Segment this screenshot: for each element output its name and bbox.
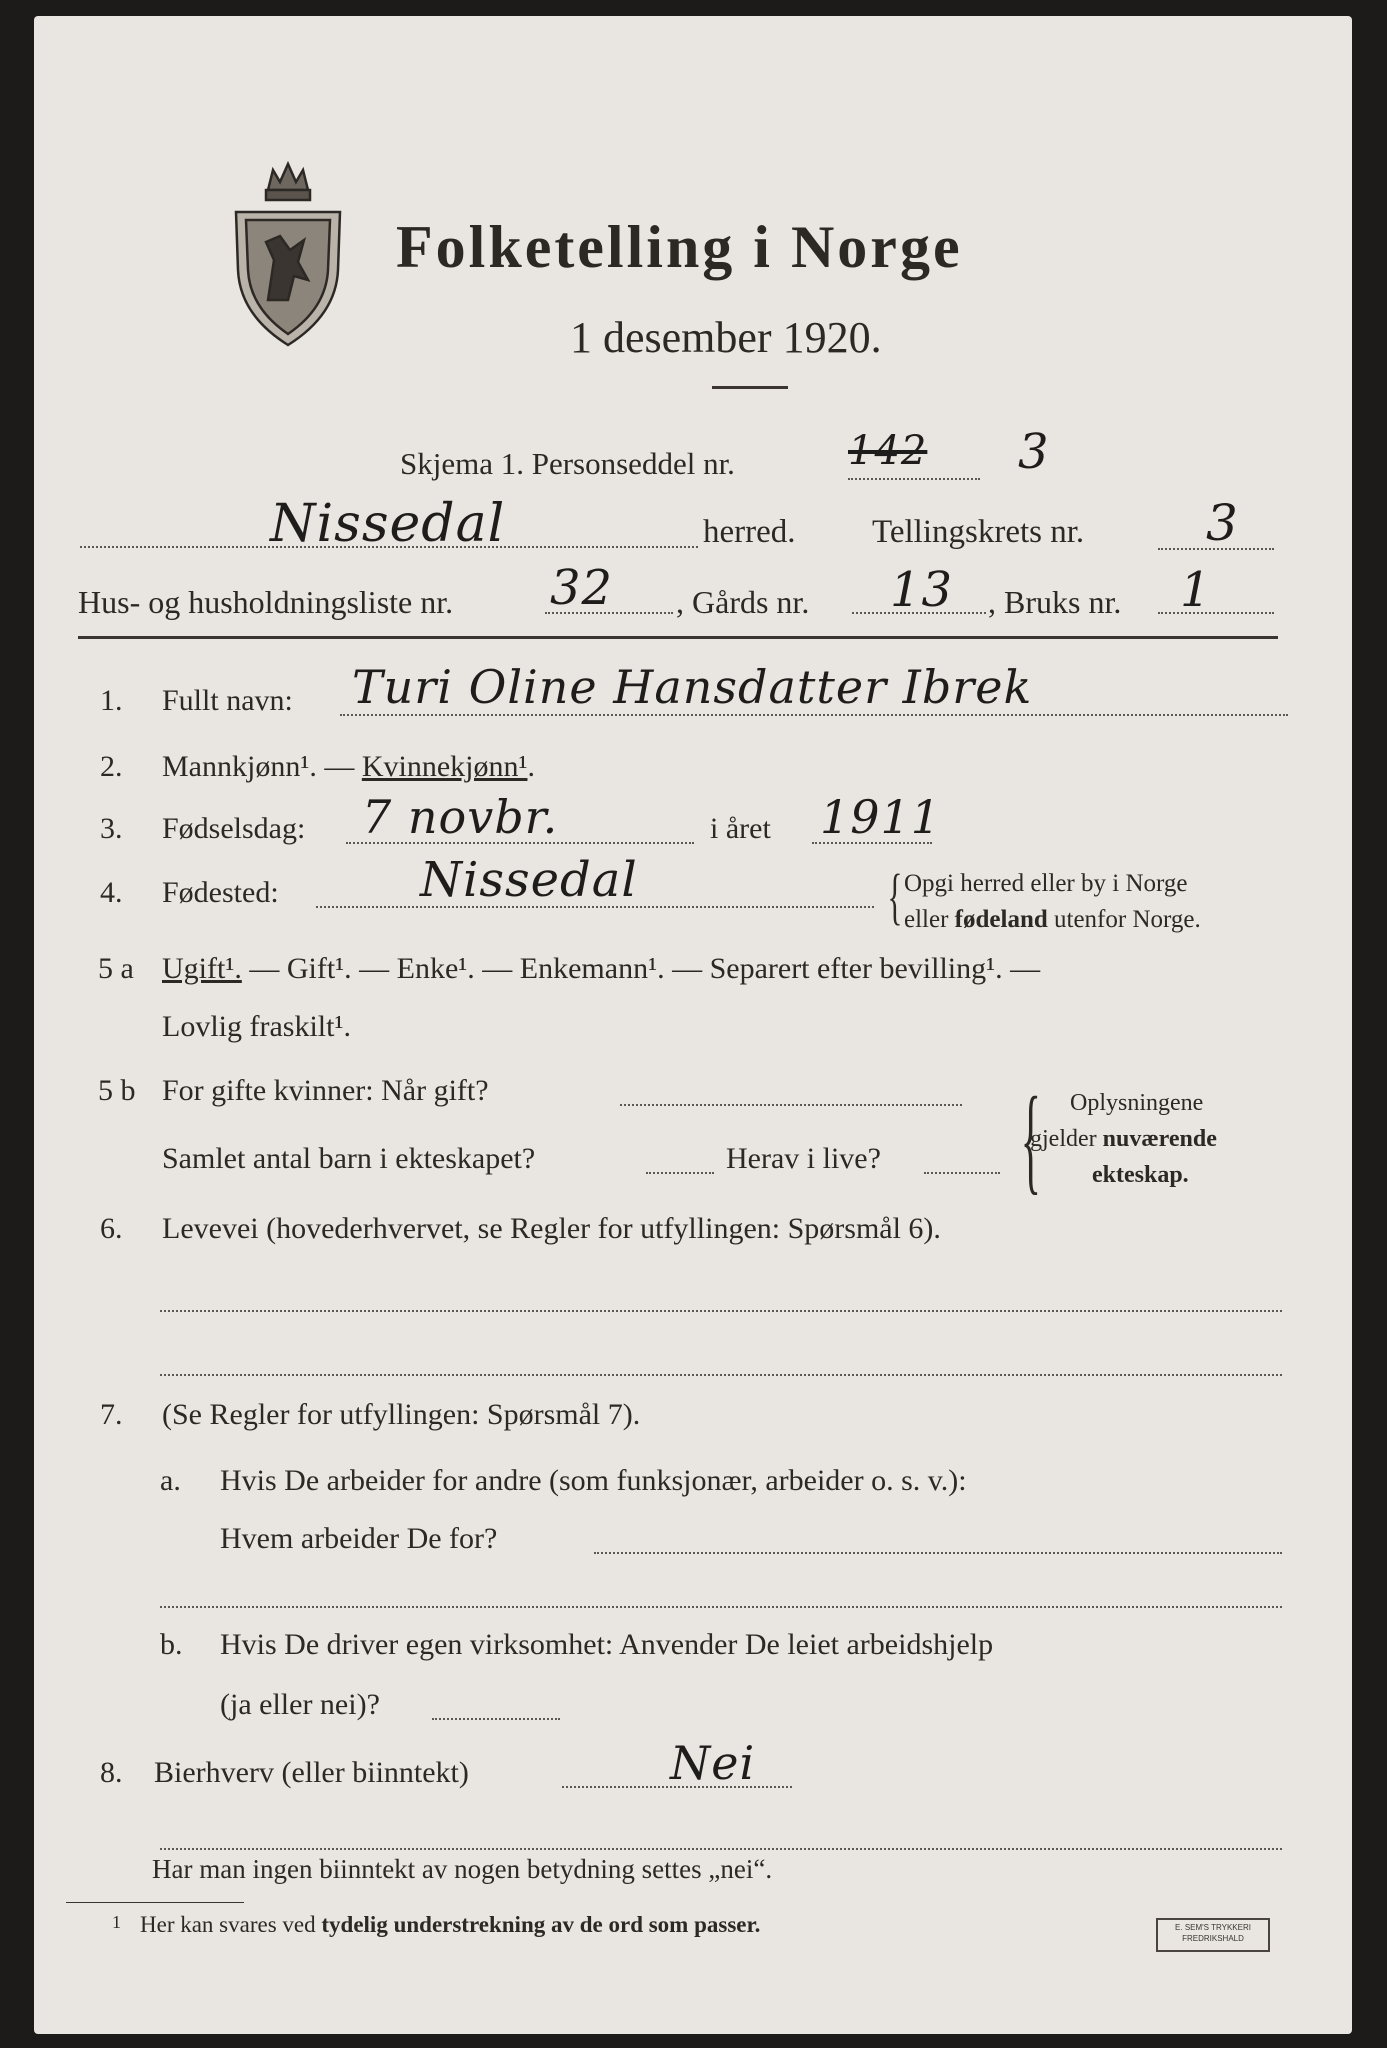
hus-value: 32 — [550, 560, 614, 616]
q4-note-line2 — [904, 906, 1201, 934]
birthplace-field-line — [316, 906, 874, 908]
form-title: Folketelling i Norge — [396, 214, 963, 280]
printer-stamp — [1156, 1918, 1270, 1952]
gards-field-line — [852, 612, 986, 614]
q7-label: (Se Regler for utfyllingen: Spørsmål 7). — [162, 1398, 641, 1431]
side-income-field-line — [562, 1786, 792, 1788]
footnote-text-a: Her kan svares ved — [140, 1912, 322, 1937]
q4-number: 4. — [100, 876, 123, 909]
q5a-number: 5 a — [98, 952, 134, 985]
side-income-value: Nei — [670, 1736, 756, 1790]
q8-number: 8. — [100, 1756, 123, 1789]
q5a-options — [162, 952, 1040, 986]
ugift-option-selected: Ugift¹. — [162, 952, 242, 985]
q7b-line2: (ja eller nei)? — [220, 1688, 380, 1721]
q5b-note-line2 — [1030, 1126, 1217, 1153]
q7-number: 7. — [100, 1398, 123, 1431]
children-field-line — [646, 1172, 714, 1174]
q1-label: Fullt navn: — [162, 684, 293, 717]
q3-number: 3. — [100, 812, 123, 845]
bruks-field-line — [1158, 612, 1274, 614]
q3-label: Fødselsdag: — [162, 812, 306, 845]
q4-note-line1: Opgi herred eller by i Norge — [904, 870, 1188, 897]
year-label: i året — [710, 812, 771, 845]
q4-label: Fødested: — [162, 876, 279, 909]
q1-number: 1. — [100, 684, 123, 717]
tellingskrets-label: Tellingskrets nr. — [872, 514, 1085, 550]
kvinnekjonn-option-selected: Kvinnekjønn¹ — [361, 750, 528, 783]
occupation-field-line-2 — [160, 1374, 1282, 1376]
married-date-field-line — [620, 1104, 962, 1106]
header-divider — [78, 636, 1278, 639]
q4-note-bold: fødeland — [954, 906, 1048, 933]
schema-field-line — [848, 478, 980, 480]
census-date: 1 desember 1920. — [570, 313, 882, 362]
full-name-value: Turi Oline Hansdatter Ibrek — [352, 660, 1033, 714]
tellingskrets-field-line — [1158, 548, 1274, 550]
birthdate-field-line — [346, 842, 694, 844]
gards-value: 13 — [890, 562, 954, 618]
norwegian-coat-of-arms-icon — [228, 150, 348, 350]
birthplace-value: Nissedal — [420, 852, 638, 908]
mannkjonn-option: Mannkjønn¹. — — [162, 750, 362, 783]
q5b-married-label: For gifte kvinner: Når gift? — [162, 1074, 489, 1107]
q8-label: Bierhverv (eller biinntekt) — [154, 1756, 469, 1789]
q7a-line1: Hvis De arbeider for andre (som funksjonær, arbeider o. s. v.): — [220, 1464, 967, 1497]
herred-label: herred. — [703, 514, 796, 550]
footnote-text — [140, 1912, 760, 1938]
q6-number: 6. — [100, 1212, 123, 1245]
q5b-note-bold: nuværende — [1102, 1126, 1217, 1152]
bruks-label: , Bruks nr. — [988, 584, 1122, 620]
employer-field-line — [594, 1552, 1282, 1554]
q2-options — [162, 750, 535, 784]
bruks-value: 1 — [1180, 562, 1212, 618]
employer-field-line-2 — [160, 1606, 1282, 1608]
footnote-text-bold: tydelig understrekning av de ord som passer. — [321, 1912, 761, 1937]
birthdate-value: 7 novbr. — [362, 790, 559, 844]
nei-instruction: Har man ingen biinntekt av nogen betydning settes „nei“. — [152, 1854, 773, 1884]
schema-label: Skjema 1. Personseddel nr. — [400, 446, 735, 481]
printer-line1: E. SEM'S TRYKKERI — [1175, 1923, 1251, 1932]
herred-value: Nissedal — [270, 494, 506, 554]
footnote-rule — [66, 1902, 244, 1903]
title-rule — [712, 386, 788, 389]
footnote-mark: 1 — [112, 1912, 121, 1932]
q5b-number: 5 b — [98, 1074, 136, 1107]
q7a-letter: a. — [160, 1464, 181, 1497]
full-name-field-line — [340, 714, 1288, 716]
q5b-alive-label: Herav i live? — [726, 1142, 881, 1175]
q7b-line1: Hvis De driver egen virksomhet: Anvender De leiet arbeidshjelp — [220, 1628, 994, 1661]
q5b-note-line3: ekteskap. — [1092, 1162, 1189, 1188]
birth-year-value: 1911 — [820, 790, 942, 844]
schema-value: 3 — [1018, 424, 1050, 480]
schema-struck-value: 142 — [848, 428, 928, 474]
printer-line2: FREDRIKSHALD — [1182, 1934, 1244, 1943]
q5a-line2: Lovlig fraskilt¹. — [162, 1010, 351, 1043]
q5b-brace: { — [1020, 1072, 1041, 1205]
q5b-note-line1: Oplysningene — [1070, 1090, 1204, 1116]
tellingskrets-value: 3 — [1206, 494, 1239, 552]
gards-label: , Gårds nr. — [676, 584, 810, 620]
q6-label: Levevei (hovederhvervet, se Regler for utfyllingen: Spørsmål 6). — [162, 1212, 941, 1245]
q4-note-c: utenfor Norge. — [1047, 906, 1201, 933]
q4-brace: { — [887, 863, 903, 931]
q5b-children-label: Samlet antal barn i ekteskapet? — [162, 1142, 536, 1175]
q5b-note-a: gjelder — [1030, 1126, 1103, 1152]
side-income-field-line-2 — [160, 1848, 1282, 1850]
alive-field-line — [924, 1172, 1000, 1174]
q7a-line2: Hvem arbeider De for? — [220, 1522, 498, 1555]
q7b-letter: b. — [160, 1628, 183, 1661]
q2-period: . — [527, 750, 535, 783]
hired-help-field-line — [432, 1718, 560, 1720]
hus-field-line — [545, 612, 673, 614]
q4-note-a: eller — [904, 906, 955, 933]
birth-year-field-line — [812, 842, 932, 844]
q5a-other-options: — Gift¹. — Enke¹. — Enkemann¹. — Separert efter bevilling¹. — — [241, 952, 1041, 985]
occupation-field-line-1 — [160, 1310, 1282, 1312]
hus-label: Hus- og husholdningsliste nr. — [78, 584, 454, 620]
q2-number: 2. — [100, 750, 123, 783]
herred-field-line — [80, 546, 698, 548]
